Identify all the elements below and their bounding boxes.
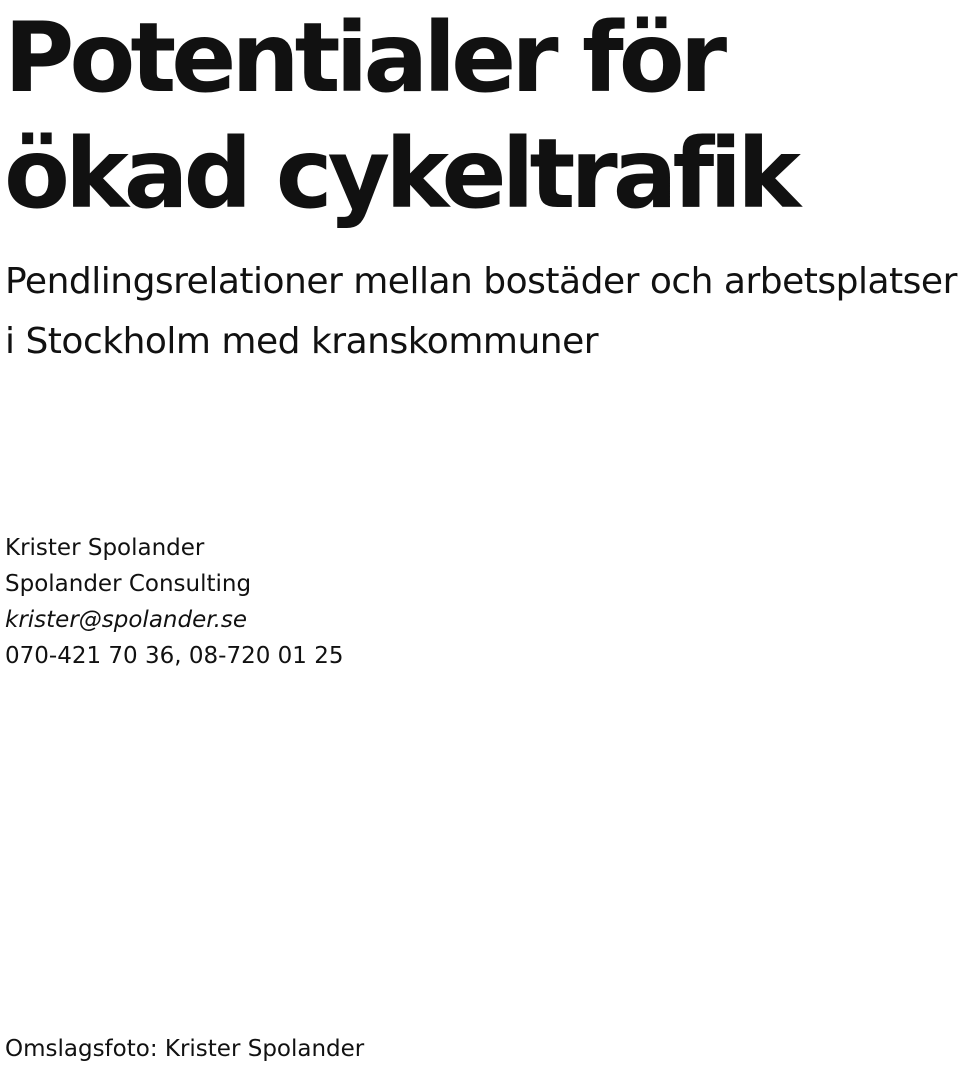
subtitle-line-1: Pendlingsrelationer mellan bostäder och arbetsplatser bbox=[5, 261, 957, 302]
document-subtitle bbox=[5, 252, 957, 372]
author-email: krister@spolander.se bbox=[5, 607, 248, 633]
author-name: Krister Spolander bbox=[5, 535, 205, 561]
subtitle-line-2: i Stockholm med kranskommuner bbox=[5, 321, 599, 362]
document-title bbox=[4, 0, 796, 232]
title-line-1: Potentialer för bbox=[4, 2, 723, 114]
author-contact-block bbox=[5, 530, 344, 674]
photo-credit: Omslagsfoto: Krister Spolander bbox=[5, 1036, 365, 1062]
author-company: Spolander Consulting bbox=[5, 571, 252, 597]
title-line-2: ökad cykeltrafik bbox=[4, 118, 797, 230]
author-phone: 070-421 70 36, 08-720 01 25 bbox=[5, 643, 344, 669]
